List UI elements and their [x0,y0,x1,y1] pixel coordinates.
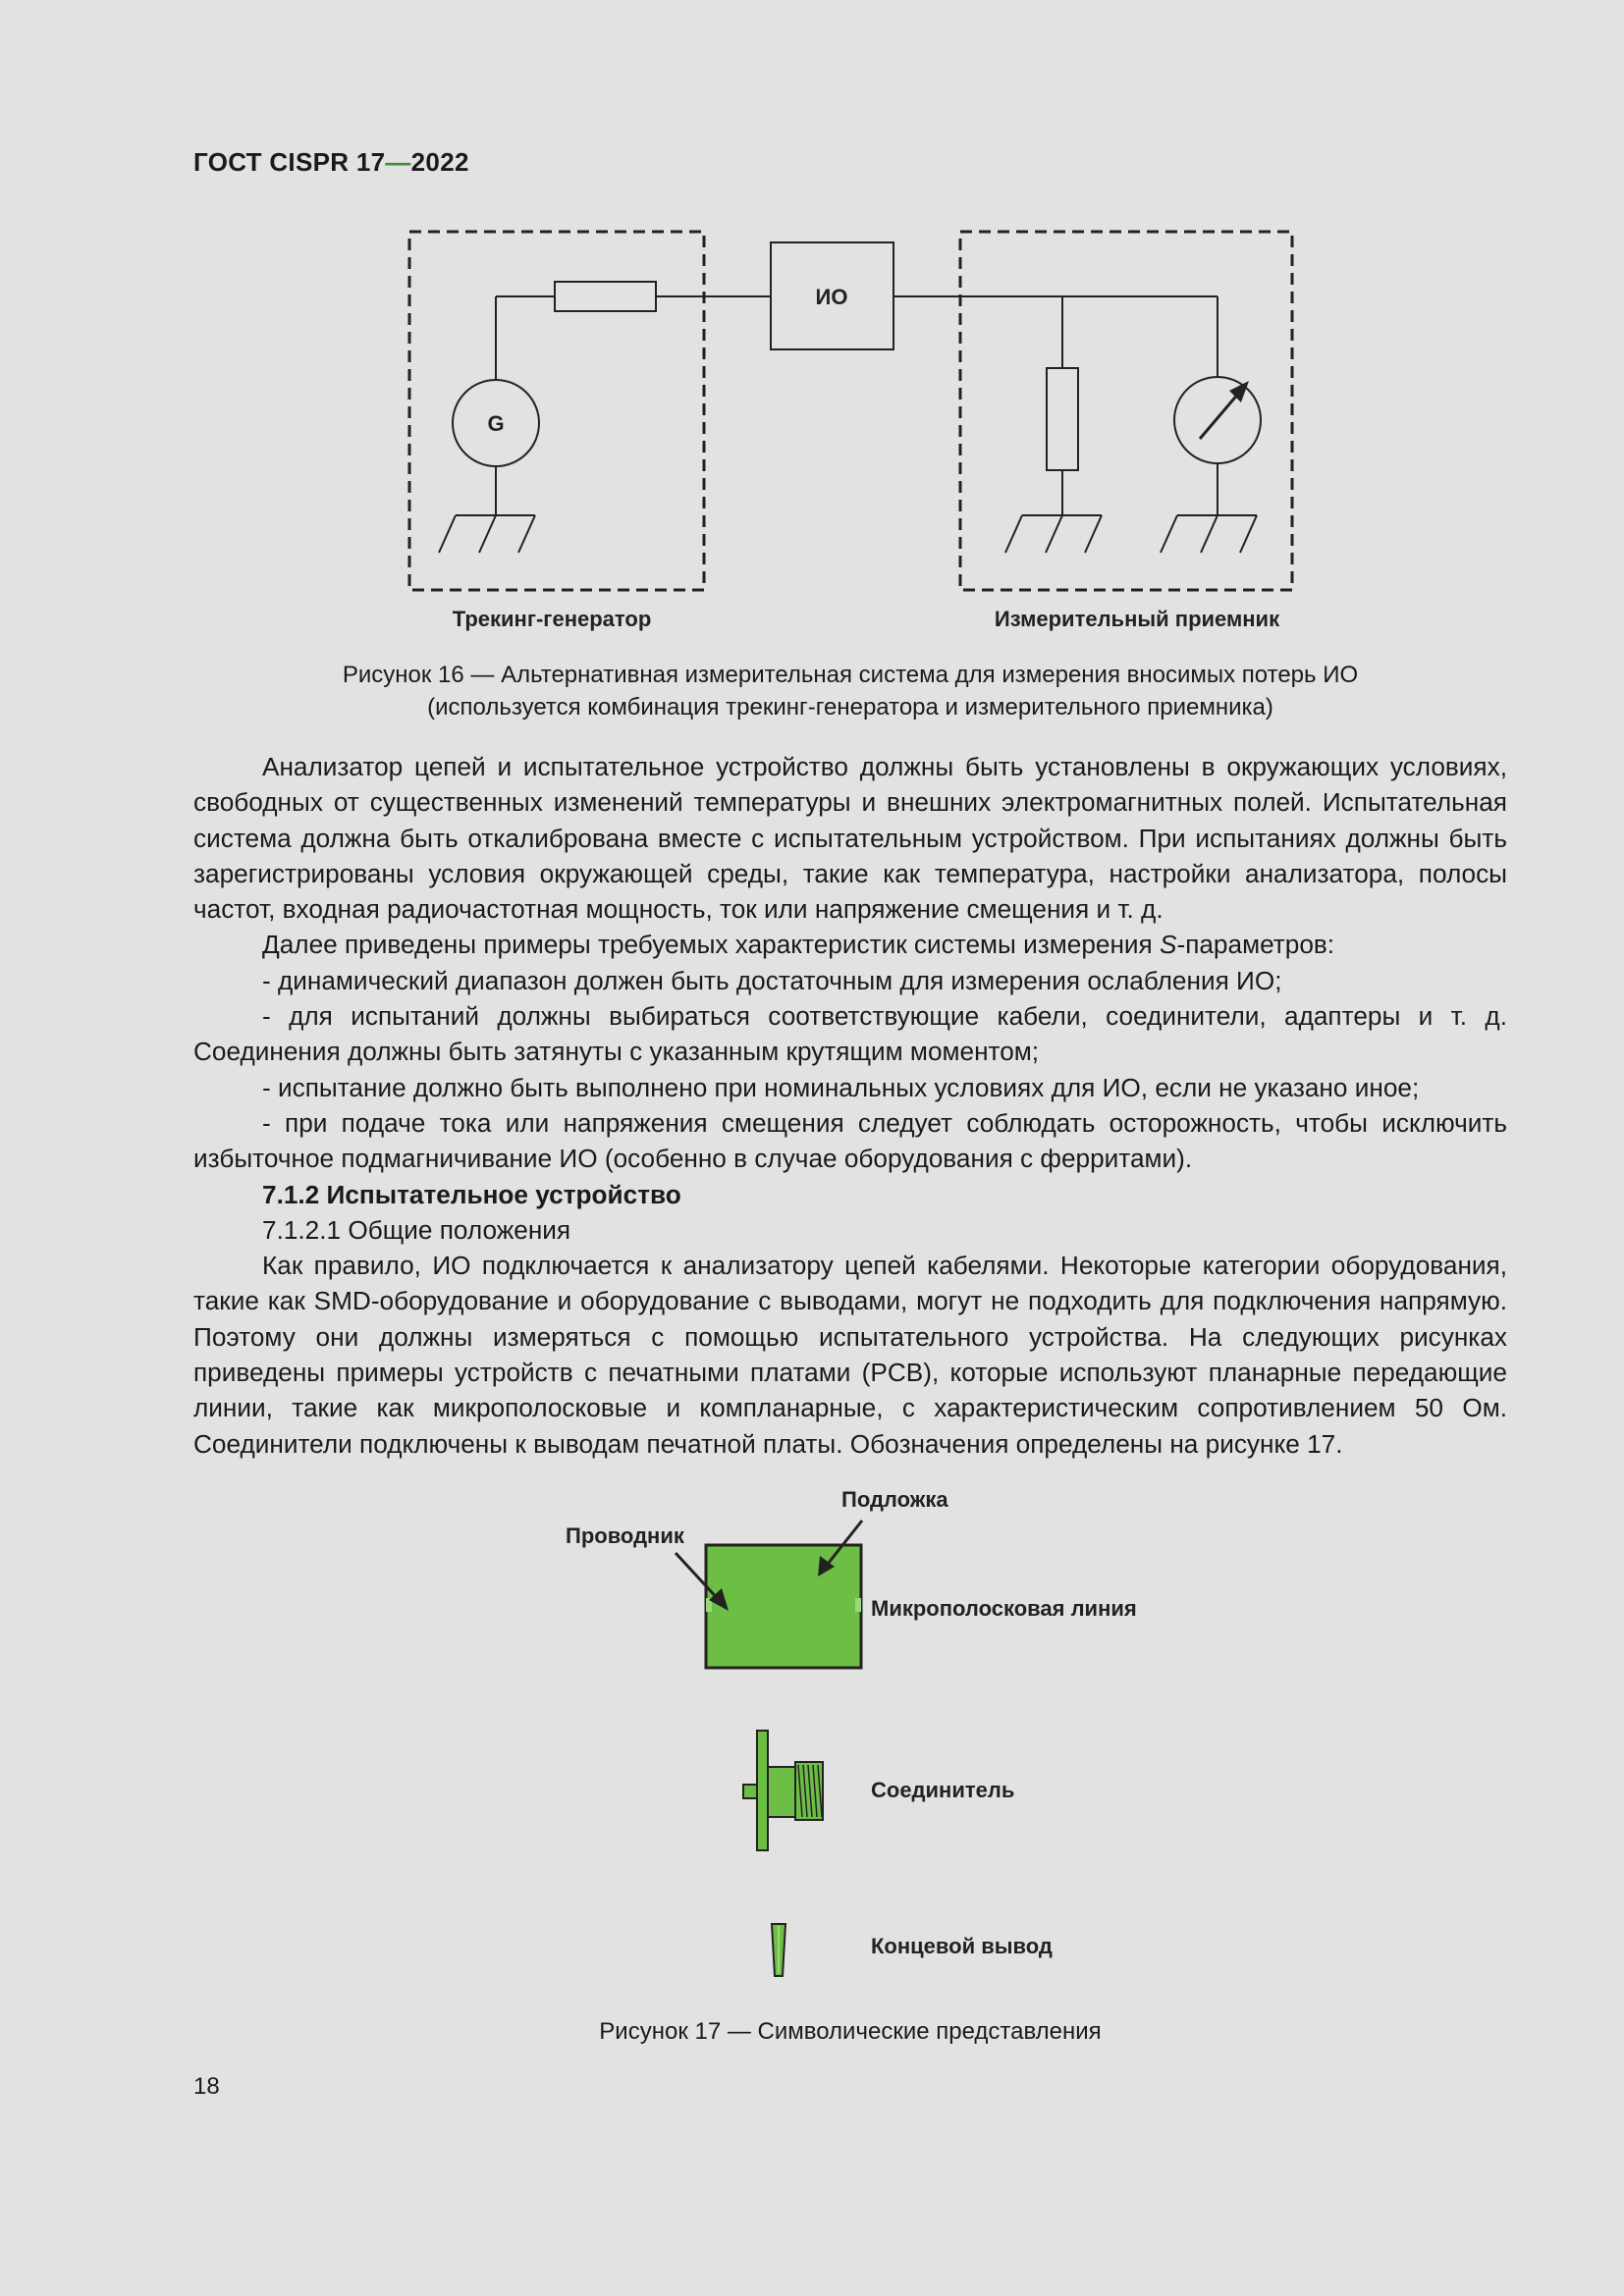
load-resistor [1047,368,1078,470]
section-heading: 7.1.2 Испытательное устройство [262,1179,681,1209]
terminal-label: Концевой вывод [871,1934,1053,1958]
figure-16-caption [193,659,1507,723]
body-text [193,749,1507,1462]
s-parameter-symbol: S [1160,930,1177,960]
page-number: 18 [193,2073,220,2100]
list-item-2: - для испытаний должны выбираться соответствующие кабели, соединители, адаптеры и т. д. Соединения должны быть затянуты с указанным крутящим моментом; [193,1001,1507,1067]
series-resistor [555,282,656,311]
microstrip-label: Микрополосковая линия [871,1596,1137,1621]
paragraph-2 [193,927,1507,962]
generator-symbol: G [487,411,505,436]
header-year: 2022 [410,147,469,177]
connector-icon [743,1731,823,1850]
ground-icon-generator [439,515,535,553]
ground-icon-load [1005,515,1102,553]
paragraph-1: Анализатор цепей и испытательное устройство должны быть установлены в окружающих условиях, свободных от существенных изменений температуры и внешних электромагнитных полей. Испытательная система должна быть откалибрована вместе с испытательным устройством. При испытаниях должны быть зарегистрированы условия окружающей среды, такие как температура, настройки анализатора, полосы частот, входная радиочастотная мощность, ток или напряжение смещения и т. д. [193,752,1507,925]
meter-arrow-icon [1200,393,1239,439]
figure-16-caption-line2: (используется комбинация трекинг-генератора и измерительного приемника) [427,694,1273,721]
tracking-generator-label: Трекинг-генератор [452,607,652,631]
ground-icon-meter [1161,515,1257,553]
dut-label: ИО [815,285,848,309]
subsection-heading: 7.1.2.1 Общие положения [262,1214,571,1245]
conductor-label: Проводник [566,1523,684,1548]
header-dash: — [385,147,411,177]
list-item-1: - динамический диапазон должен быть достаточным для измерения ослабления ИО; [262,965,1282,995]
microstrip-square [706,1545,861,1668]
measuring-receiver-box [960,232,1292,590]
figure-17-caption: Рисунок 17 — Символические представления [599,2018,1102,2045]
paragraph-2-text: Далее приведены примеры требуемых характеристик системы измерения [262,930,1160,960]
figure-17-diagram [0,1472,1624,2002]
connector-label: Соединитель [871,1778,1015,1802]
document-header [193,147,469,178]
list-item-4: - при подаче тока или напряжения смещения следует соблюдать осторожность, чтобы исключить избыточное подмагничивание ИО (особенно в случае оборудования с ферритами). [193,1107,1507,1174]
measuring-receiver-label: Измерительный приемник [994,607,1280,631]
paragraph-2-suffix: -параметров: [1176,930,1335,960]
substrate-label: Подложка [841,1487,948,1512]
header-code: ГОСТ CISPR 17 [193,147,386,177]
figure-16-caption-line1: Рисунок 16 — Альтернативная измерительная система для измерения вносимых потерь ИО [342,662,1359,688]
list-item-3: - испытание должно быть выполнено при номинальных условиях для ИО, если не указано иное; [262,1072,1420,1102]
figure-16-diagram [0,216,1624,648]
paragraph-3: Как правило, ИО подключается к анализатору цепей кабелями. Некоторые категории оборудования, такие как SMD-оборудование и оборудование с выводами, могут не подходить для подключения напрямую. Поэтому они должны измеряться с помощью испытательного устройства. На следующих рисунках приведены примеры устройств с печатными платами (PCB), которые используют планарные передающие линии, такие как микрополосковые и компланарные, с характеристическим сопротивлением 50 Ом. Соединители подключены к выводам печатной платы. Обозначения определены на рисунке 17. [193,1251,1507,1459]
